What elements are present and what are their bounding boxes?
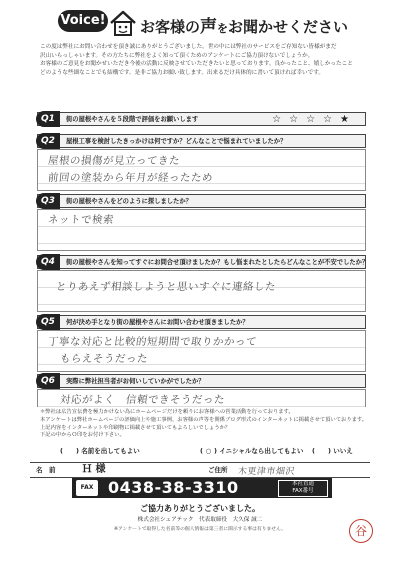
question-1-bar (37, 112, 366, 126)
question-4-bar (37, 255, 369, 269)
consent-name-label: 名前を出してもよい (81, 447, 140, 455)
question-text: 街の屋根やさんを知ってすぐにお問合せ頂けましたか？もし悩まれたとしたらどんなことが不安でしたか？ (66, 259, 369, 266)
question-5-bar (37, 315, 366, 329)
address-value: 木更津市畑沢 (237, 467, 296, 477)
answer-box-6[interactable] (37, 389, 366, 407)
consent-no-checkbox[interactable] (317, 447, 326, 456)
intro-line: 沢山いらっしゃいます。その方たちに弊社をよく知って頂くためのアンケートにご協力頂けないでしょうか。 (40, 52, 314, 59)
name-field[interactable] (74, 463, 202, 477)
notice-line: 上記内容をインターネットや印刷物に掲載させて頂いてもよろしいでしょうか？ (40, 424, 231, 431)
intro-line: この度は弊社にお問い合わせを頂き誠にありがとうございました。世の中には弊社のサービスをご存知ない皆様がまだ (40, 44, 337, 50)
title-part2: を (217, 22, 229, 35)
handwritten-answer: 対応がよく 信頼できそうだった (59, 394, 226, 406)
answer-box-3[interactable] (37, 209, 366, 251)
question-3-bar (37, 194, 366, 208)
question-2-bar (37, 134, 366, 148)
consent-initial-label: イニシャルなら出してもよい (219, 447, 304, 455)
handwritten-answer: 前回の塗装から年月が経ったため (47, 172, 214, 184)
intro-line: お客様のご意見をお聞かせいただき今後の活動に反映させていただきたいと思っております。良かったこと、嬉しかったこと (40, 61, 353, 68)
notice-line: ＊弊社は広告宣伝費を極力かけない為にホームページだけを頼りにお客様への営業活動を行っております。 (40, 409, 294, 415)
consent-name-checkbox[interactable] (65, 447, 74, 456)
question-text: 実際に弊社担当者がお伺いしていかがでしたか？ (66, 378, 205, 385)
fax-note-line: FAX番号 (292, 488, 314, 494)
page-title (140, 12, 348, 37)
consent-no-option[interactable]: ( ) いいえ (312, 447, 353, 455)
answer-box-2[interactable] (37, 149, 366, 191)
title-part1: お客様の (140, 18, 201, 36)
consent-options (40, 446, 365, 459)
consent-initial-mark[interactable]: ○ (205, 447, 212, 455)
answer-box-4[interactable] (37, 270, 366, 312)
question-text: 何が決め手となり街の屋根やさんにお問い合わせ頂きましたか？ (66, 319, 249, 326)
rating-stars[interactable]: ☆☆☆☆★ (272, 114, 357, 125)
customer-info-row (30, 462, 370, 478)
question-number: Q4 (36, 254, 60, 270)
voice-badge: Voice! (58, 10, 108, 32)
question-number: Q6 (36, 373, 60, 389)
address-field[interactable] (232, 463, 370, 477)
thanks-text: ご協力ありがとうございました。 (140, 504, 260, 513)
intro-text (40, 43, 370, 77)
handwritten-answer: 丁寧な対応と比較的短期間で取りかかって (47, 336, 258, 348)
question-text: 街の屋根やさんを５段階で評価をお願いします (66, 116, 199, 123)
handwritten-answer: 屋根の損傷が見立ってきた (47, 155, 181, 167)
consent-initial-option[interactable]: ( ○ ) イニシャルなら出してもよい (200, 447, 304, 455)
consent-name-option[interactable]: ( ) 名前を出してもよい (60, 447, 140, 455)
publication-notice (40, 409, 370, 440)
notice-line: 本アンケートは弊社ホームページの評価向上や施工事例、お客様の声等を関係ブログ形式のインターネットに掲載させて頂いております。 (40, 416, 368, 423)
name-value: Ｈ 様 (82, 464, 106, 475)
question-text: 屋根工事を検討したきっかけは何ですか？どんなことで悩まれていましたか？ (66, 138, 287, 145)
fax-note (278, 480, 328, 497)
question-text: 街の屋根やさんをどのように探しましたか？ (66, 198, 192, 205)
fax-banner (72, 478, 332, 498)
question-number: Q1 (36, 111, 60, 127)
title-big: 声 (200, 17, 218, 37)
house-icon (108, 8, 138, 38)
privacy-notice: ※アンケートで取得した名前等の個人情報は第三者に開示する事は有りません。 (114, 527, 286, 532)
question-number: Q3 (36, 193, 60, 209)
address-label: ご住所 (208, 466, 228, 474)
seal-stamp: 谷 (349, 519, 373, 543)
handwritten-answer: とりあえず相談しようと思いすぐに連絡した (55, 281, 277, 293)
company-info: 株式会社シェアテック 代表取締役 大久保 誠二 (137, 517, 263, 523)
handwritten-answer: もらえそうだった (59, 353, 149, 365)
name-label: 名 前 (36, 466, 56, 474)
question-number: Q2 (36, 133, 60, 149)
answer-box-5[interactable] (37, 330, 366, 372)
title-part3: お聞かせください (228, 18, 349, 36)
question-number: Q5 (36, 314, 60, 330)
fax-number: 0438-38-3310 (108, 478, 239, 497)
handwritten-answer: ネットで検索 (47, 214, 115, 226)
fax-note-line: 本社直通 (291, 481, 314, 487)
question-6-bar (37, 374, 366, 388)
notice-line: 下記の中からＯ印をお付け下さい。 (40, 432, 125, 439)
intro-line: どのような些細なことでも結構です。是非ご協力お願い致します。出来るだけ具体的に書いて頂ければ幸いです。 (40, 69, 324, 76)
fax-icon: FAX (76, 480, 98, 496)
consent-no-label: いいえ (333, 447, 353, 455)
